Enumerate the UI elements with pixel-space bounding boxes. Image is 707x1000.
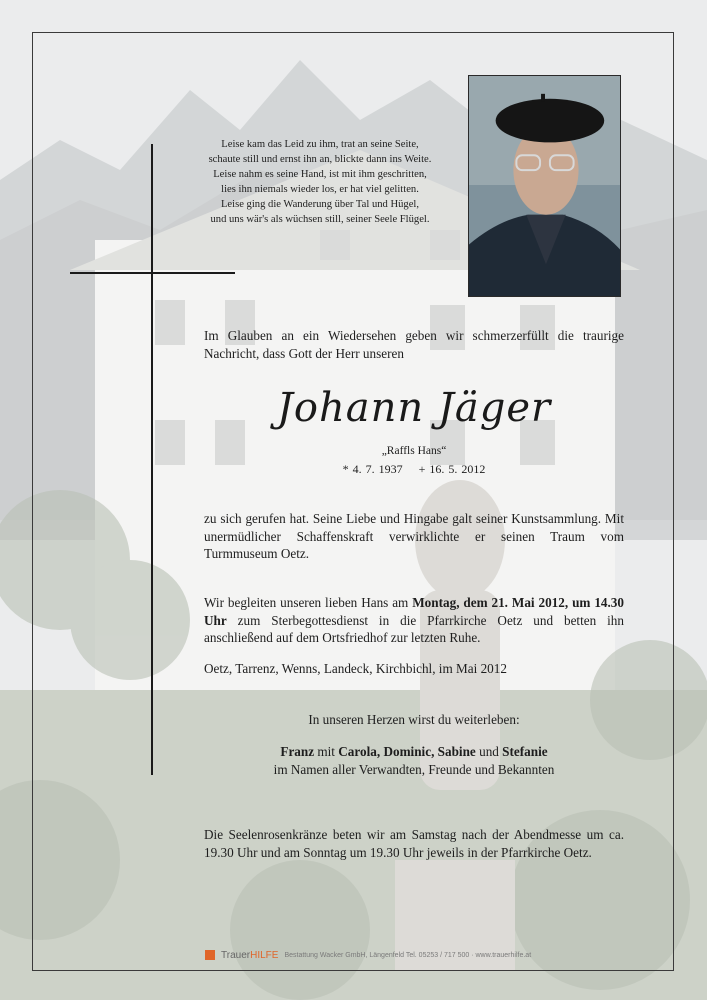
funeral-text [204,594,624,647]
place-date: Oetz, Tarrenz, Wenns, Landeck, Kirchbichl, im Mai 2012 [204,661,507,676]
family-name-1: Franz [280,744,315,759]
poem-line: und uns wär's als wüchsen still, seiner Seele Flügel. [210,214,430,225]
brand-a: Trauer [221,949,251,961]
poem-line: schaute still und ernst ihn an, blickte dann ins Weite. [208,154,432,165]
family-line [204,743,624,761]
footer-text: Bestattung Wacker GmbH, Längenfeld Tel. 05253 / 717 500 · www.trauerhilfe.at [284,951,532,959]
deceased-nickname: „Raffls Hans“ [381,445,447,457]
family-word: mit [314,744,339,759]
funeral-text-a: Wir begleiten unseren lieben Hans am [204,595,413,610]
tribute-text: zu sich gerufen hat. Seine Liebe und Hingabe galt seiner Kunstsammlung. Mit unermüdlicher Schaffenskraft verwirklichte er seinen Traum vom Turmmuseum Oetz. [204,511,624,561]
cross-icon [151,144,153,775]
hearts-line: In unseren Herzen wirst du weiterleben: [308,712,520,727]
family-word: und [475,744,503,759]
poem-line: Leise ging die Wanderung über Tal und Hügel, [220,199,420,210]
portrait-photo [468,75,621,297]
poem-line: lies ihn niemals wieder los, er hat viel gelitten. [221,184,419,195]
funeral-text-b: zum Sterbegottesdienst in die Pfarrkirche Oetz und betten ihn anschließend auf dem Ortsfriedhof zur letzten Ruhe. [204,612,624,645]
poem-line: Leise kam das Leid zu ihm, trat an seine Seite, [221,139,419,150]
death-date: + 16. 5. 2012 [418,462,486,476]
intro-text: Im Glauben an ein Wiedersehen geben wir schmerzerfüllt die traurige Nachricht, dass Gott der Herr unseren [204,328,624,361]
life-dates [204,462,624,477]
brand-b: HILFE [250,949,279,961]
family-name-3: Stefanie [502,744,548,759]
poem [180,137,460,227]
footer [205,948,545,962]
relatives-line: im Namen aller Verwandten, Freunde und Bekannten [273,762,555,777]
poem-line: Leise nahm es seine Hand, ist mit ihm geschritten, [213,169,427,180]
rosary-text: Die Seelenrosenkränze beten wir am Samstag nach der Abendmesse um ca. 19.30 Uhr und am Sonntag um 19.30 Uhr jeweils in der Pfarrkirche Oetz. [204,827,624,860]
funeral-datetime: Montag, dem 21. Mai 2012, um 14.30 Uhr [204,595,624,628]
deceased-name: Johann Jäger [276,385,552,431]
birth-date: * 4. 7. 1937 [342,462,403,476]
cross-bar [70,272,235,274]
trauerhilfe-logo-icon [205,950,215,960]
family-name-2: Carola, Dominic, Sabine [338,744,476,759]
footer-brand [221,950,278,961]
